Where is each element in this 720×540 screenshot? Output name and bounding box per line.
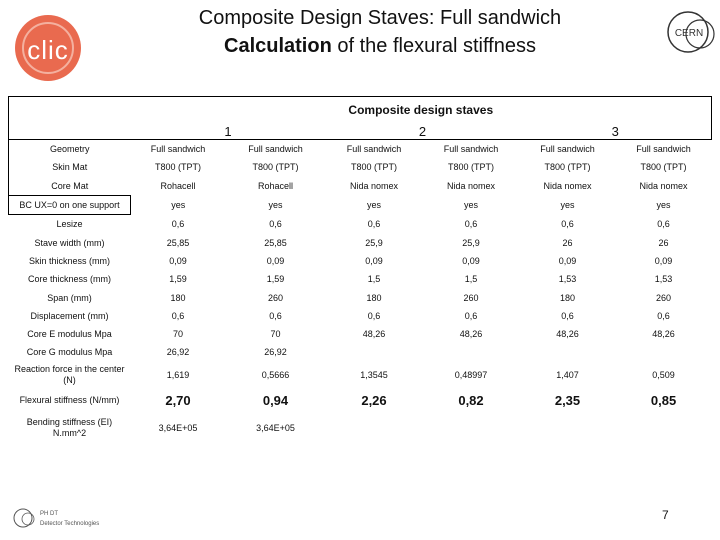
table-cell: 48,26 <box>652 329 675 340</box>
table-cell: 260 <box>267 292 284 303</box>
table-cell: 0,09 <box>462 255 480 266</box>
table-cell: Full sandwich <box>131 140 226 159</box>
slide-title <box>130 4 630 60</box>
table-cell: 0,509 <box>652 369 675 380</box>
table-cell: 26,92 <box>166 347 190 358</box>
table-cell: 2,35 <box>554 393 581 409</box>
table-row <box>9 233 712 251</box>
table-row-flexural <box>9 388 712 414</box>
row-label: Reaction force in the center (N) <box>14 363 125 385</box>
table-cell <box>326 414 423 442</box>
table-row <box>9 215 712 234</box>
row-label: Displacement (mm) <box>30 310 109 321</box>
table-cell: 70 <box>270 329 281 340</box>
page-number: 7 <box>662 508 669 522</box>
table-cell <box>520 343 616 361</box>
row-label: Core G modulus Mpa <box>26 347 113 358</box>
table-cell <box>326 343 423 361</box>
table-cell: 1,3545 <box>360 369 388 380</box>
table-cell: 0,09 <box>365 255 383 266</box>
table-cell: 0,6 <box>657 310 670 321</box>
table-cell: 48,26 <box>459 329 483 340</box>
row-label: Core Mat <box>9 177 131 196</box>
table-cell: 25,85 <box>264 237 287 248</box>
table-cell: Nida nomex <box>639 180 688 191</box>
table-cell <box>423 414 520 442</box>
table-cell: 180 <box>170 292 186 303</box>
table-cell: 0,6 <box>464 310 478 321</box>
cern-logo-text: CERN <box>674 28 704 39</box>
table-cell: 2,26 <box>361 393 387 409</box>
table-cell: Full sandwich <box>326 140 423 159</box>
table-cell: 0,09 <box>169 255 187 266</box>
row-label: Core thickness (mm) <box>27 274 111 285</box>
row-label: Span (mm) <box>47 292 92 303</box>
table-cell: yes <box>268 200 283 211</box>
table-cell: 0,6 <box>367 219 381 230</box>
footer-line-1: PH DT <box>40 511 58 517</box>
table-cell: Nida nomex <box>349 180 399 191</box>
table-cell: 48,26 <box>556 329 579 340</box>
table-cell: T800 (TPT) <box>447 162 494 173</box>
table-cell: 0,48997 <box>454 369 488 380</box>
row-label: Core E modulus Mpa <box>27 329 112 340</box>
table-cell: 25,85 <box>166 237 190 248</box>
table-cell: 260 <box>656 292 672 303</box>
title-rest: of the flexural stiffness <box>331 35 536 57</box>
table-cell: yes <box>171 200 186 211</box>
table-cell: 0,6 <box>269 310 282 321</box>
stiffness-table-wrapper <box>8 96 708 442</box>
clic-logo-text: clic <box>27 35 69 65</box>
row-label: Flexural stiffness (N/mm) <box>19 395 120 406</box>
title-bold-word: Calculation <box>224 35 332 57</box>
table-cell: Rohacell <box>160 180 196 191</box>
group-1: 1 <box>224 123 232 139</box>
table-cell: 1,59 <box>169 274 187 285</box>
table-row <box>9 288 712 306</box>
table-body <box>9 140 712 362</box>
table-cell: 0,09 <box>558 255 577 266</box>
table-cell: yes <box>560 200 575 211</box>
title-line-1: Composite Design Staves: Full sandwich <box>198 7 562 29</box>
header-group-row <box>9 97 712 124</box>
table-cell: 26 <box>562 237 573 248</box>
table-cell: 1,53 <box>654 274 673 285</box>
table-cell <box>616 414 712 442</box>
cern-logo <box>664 8 718 56</box>
row-label: Geometry <box>9 140 131 159</box>
row-label: Lesize <box>56 219 83 230</box>
table-cell: T800 (TPT) <box>252 162 299 173</box>
table-cell: 1,619 <box>166 369 190 380</box>
table-cell: 0,6 <box>171 219 185 230</box>
row-label: Skin thickness (mm) <box>28 255 110 266</box>
stiffness-table <box>8 96 712 442</box>
table-cell: 0,6 <box>464 219 478 230</box>
table-cell: 1,5 <box>464 274 478 285</box>
clic-logo <box>14 14 82 82</box>
table-cell: 0,6 <box>171 310 185 321</box>
table-cell: Full sandwich <box>423 140 520 159</box>
table-row-reaction <box>9 362 712 388</box>
table-row <box>9 325 712 343</box>
table-cell: Full sandwich <box>520 140 616 159</box>
table-cell: 25,9 <box>462 237 480 248</box>
table-cell <box>616 343 712 361</box>
table-cell: Nida nomex <box>446 180 496 191</box>
table-cell: 0,85 <box>650 393 677 409</box>
row-label: Stave width (mm) <box>34 237 105 248</box>
group-3: 3 <box>520 123 712 140</box>
table-cell: 48,26 <box>362 329 386 340</box>
table-cell: 0,6 <box>657 219 670 230</box>
row-label: BC UX=0 on one support <box>9 195 131 214</box>
table-cell: 1,5 <box>367 274 381 285</box>
table-cell: Nida nomex <box>543 180 592 191</box>
table-cell: 1,59 <box>266 274 285 285</box>
table-cell: 2,70 <box>165 393 191 409</box>
table-cell <box>520 414 616 442</box>
table-cell: yes <box>366 200 381 211</box>
table-cell: Rohacell <box>257 180 294 191</box>
table-cell: 180 <box>366 292 382 303</box>
table-cell <box>423 343 520 361</box>
table-row <box>9 177 712 196</box>
table-cell: 260 <box>463 292 479 303</box>
table-row <box>9 140 712 159</box>
table-cell: Full sandwich <box>616 140 712 159</box>
table-cell: 3,64E+05 <box>158 422 198 433</box>
row-label: Bending stiffness (EI) N.mm^2 <box>26 416 113 438</box>
header-number-row <box>9 123 712 140</box>
group-2: 2 <box>418 123 427 139</box>
table-cell: 0,94 <box>262 393 289 409</box>
table-row <box>9 252 712 270</box>
table-cell: 70 <box>172 329 183 340</box>
row-label: Skin Mat <box>9 158 131 176</box>
footer-logo <box>12 504 122 532</box>
table-cell: 0,09 <box>654 255 673 266</box>
table-cell: 0,6 <box>367 310 381 321</box>
table-cell: 26 <box>658 237 669 248</box>
table-cell: 0,6 <box>561 219 574 230</box>
table-cell: T800 (TPT) <box>544 162 591 173</box>
table-cell: 0,5666 <box>261 369 290 380</box>
table-cell: 180 <box>559 292 576 303</box>
title-line-2 <box>130 32 630 60</box>
table-cell: Full sandwich <box>226 140 326 159</box>
table-row <box>9 158 712 176</box>
table-cell: yes <box>656 200 671 211</box>
table-row <box>9 307 712 325</box>
table-cell: 0,6 <box>561 310 574 321</box>
table-cell: 1,53 <box>558 274 577 285</box>
footer-line-2: Detector Technologies <box>40 521 100 527</box>
group-header: Composite design staves <box>131 97 712 124</box>
table-cell: 1,407 <box>556 369 579 380</box>
table-row <box>9 195 712 214</box>
table-cell: yes <box>463 200 478 211</box>
table-row-bending <box>9 414 712 442</box>
table-cell: 26,92 <box>264 347 287 358</box>
table-cell: 0,82 <box>458 393 484 409</box>
table-cell: 0,6 <box>269 219 282 230</box>
table-cell: 3,64E+05 <box>256 422 295 433</box>
table-cell: T800 (TPT) <box>350 162 397 173</box>
table-cell: 0,09 <box>266 255 285 266</box>
table-cell: T800 (TPT) <box>640 162 687 173</box>
table-cell: 25,9 <box>365 237 383 248</box>
table-row <box>9 270 712 288</box>
table-cell: T800 (TPT) <box>154 162 201 173</box>
table-row <box>9 343 712 361</box>
